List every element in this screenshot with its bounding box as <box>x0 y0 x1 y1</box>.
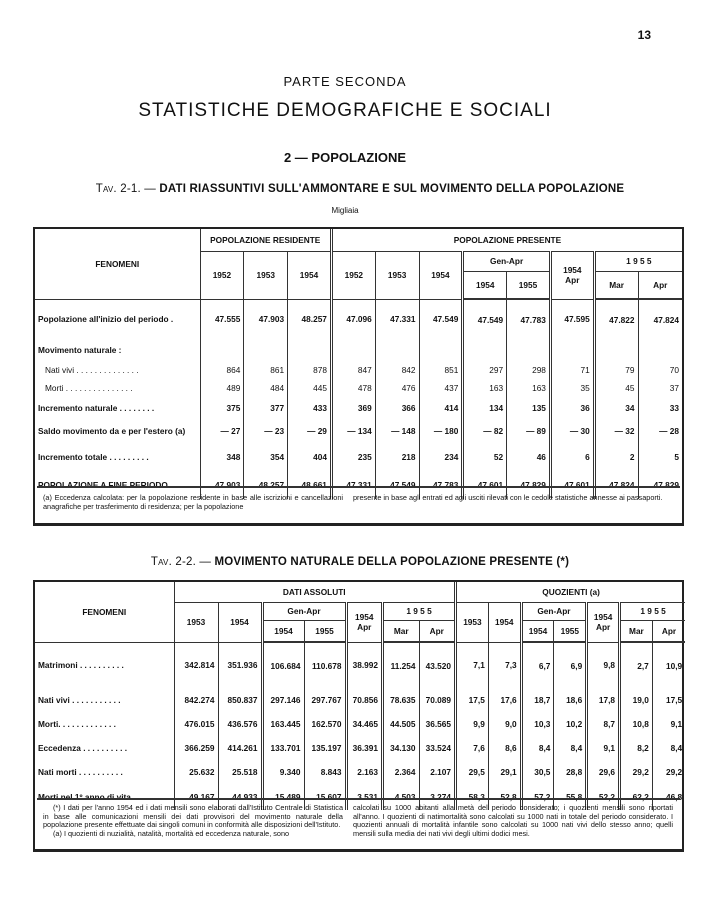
table-cell: 135 <box>507 397 551 419</box>
table-cell: 71 <box>550 361 594 379</box>
row-label: Incremento totale . . . . . . . . . <box>38 452 149 462</box>
table-cell: 134 <box>463 397 507 419</box>
table-cell: 9,0 <box>488 712 521 736</box>
table-cell: 70 <box>638 361 682 379</box>
table-cell: 163 <box>463 379 507 397</box>
col-header-year: 1954 <box>488 602 521 642</box>
table-cell <box>550 339 594 361</box>
table-cell: 2.163 <box>346 760 383 784</box>
table-cell: 110.678 <box>304 642 346 688</box>
table-cell: 47.595 <box>550 299 594 339</box>
table1-title <box>0 183 703 195</box>
col-header-gen-apr: Gen-Apr <box>262 602 346 620</box>
col-header-year: 1955 <box>304 620 346 642</box>
row-label: Nati vivi . . . . . . . . . . . <box>38 695 121 705</box>
table-cell: 5 <box>638 443 682 471</box>
table-cell: 366 <box>375 397 419 419</box>
table-cell: 476 <box>375 379 419 397</box>
col-header-month: Apr <box>638 271 682 299</box>
col-header-month: Mar <box>620 620 653 642</box>
table-cell: 861 <box>244 361 288 379</box>
table-cell: 369 <box>331 397 375 419</box>
table-cell: 47.331 <box>331 471 375 499</box>
year-label: 1954 <box>355 612 374 622</box>
table-cell: 47.601 <box>550 471 594 499</box>
table-cell: 163.445 <box>262 712 304 736</box>
year-label: 1954 <box>563 265 582 275</box>
col-header-month: Mar <box>383 620 420 642</box>
table-cell <box>375 339 419 361</box>
table-cell: 19,0 <box>620 688 653 712</box>
col-header-year: 1954 <box>218 602 262 642</box>
table-cell: 842.274 <box>174 688 218 712</box>
table-cell: 9.340 <box>262 760 304 784</box>
col-header-month: Mar <box>594 271 638 299</box>
table1-box <box>33 227 684 526</box>
table-cell: 354 <box>244 443 288 471</box>
table-cell: 9,1 <box>587 736 620 760</box>
row-label: Nati morti . . . . . . . . . . <box>38 767 123 777</box>
table-cell: 8,7 <box>587 712 620 736</box>
table-row <box>35 736 685 760</box>
table-cell: 17,5 <box>456 688 489 712</box>
col-header-gen-apr: Gen-Apr <box>463 251 551 271</box>
table1-footnote-left: (a) Eccedenza calcolata: per la popolazione residente in base alle iscrizioni e cancellazioni anagrafiche per trasferimento di residenza; per la popolazione <box>43 493 343 511</box>
table-cell: 47.829 <box>638 471 682 499</box>
col-header-1954-apr <box>346 602 383 642</box>
table-cell: — 30 <box>550 419 594 443</box>
table-cell: 48.257 <box>244 471 288 499</box>
row-label: Morti nel 1º anno di vita . . <box>38 792 141 802</box>
col-header-year: 1954 <box>521 620 554 642</box>
table-cell <box>419 339 463 361</box>
col-header-1955: 1 9 5 5 <box>594 251 682 271</box>
table-cell: 298 <box>507 361 551 379</box>
col-header-year: 1954 <box>463 271 507 299</box>
table-cell: 7,6 <box>456 736 489 760</box>
table1-number: Tav. 2-1. — <box>95 183 156 195</box>
table-cell: 6,9 <box>554 642 587 688</box>
table-row <box>35 397 682 419</box>
table2-title <box>0 556 703 568</box>
table-cell: 842 <box>375 361 419 379</box>
col-header-1955: 1 9 5 5 <box>620 602 686 620</box>
table-cell: 366.259 <box>174 736 218 760</box>
col-header-month: Apr <box>419 620 456 642</box>
table-cell: 25.632 <box>174 760 218 784</box>
table-cell: 484 <box>244 379 288 397</box>
table2-footnote-right: calcolati su 1000 abitanti alla metà del periodo considerato; i quozienti mensili sono riportati all'anno. I quozienti di natimortalità sono calcolati su 1000 nati in totale del periodo considerato. I quozienti annuali di mortalità infantile sono calcolati su 1000 nati vivi dello stesso anno; quelli mensili sulla media dei nati vivi degli ultimi dodici mesi. <box>353 803 673 838</box>
table-cell: 49.167 <box>174 784 218 810</box>
table-cell: — 32 <box>594 419 638 443</box>
row-label: Saldo movimento da e per l'estero (a) <box>38 426 186 436</box>
table-cell: 351.936 <box>218 642 262 688</box>
table-cell: 29,1 <box>488 760 521 784</box>
table-cell: 18,7 <box>521 688 554 712</box>
table-cell: — 89 <box>507 419 551 443</box>
col-header-year: 1952 <box>200 251 244 299</box>
table-cell: 52 <box>463 443 507 471</box>
table-cell: 47.783 <box>507 299 551 339</box>
table-cell: 6 <box>550 443 594 471</box>
table-cell: 2,7 <box>620 642 653 688</box>
table-cell: — 29 <box>288 419 332 443</box>
table-cell: 7,1 <box>456 642 489 688</box>
table-cell: 47.824 <box>638 299 682 339</box>
table-cell: 8,4 <box>652 736 685 760</box>
col-header-1955: 1 9 5 5 <box>383 602 456 620</box>
table-cell: 47.096 <box>331 299 375 339</box>
col-header-year: 1955 <box>554 620 587 642</box>
table1-unit: Migliaia <box>331 206 359 215</box>
table-cell: 47.903 <box>200 471 244 499</box>
table-row <box>35 688 685 712</box>
table-cell: 445 <box>288 379 332 397</box>
table-cell: 43.520 <box>419 642 456 688</box>
col-header-1954-apr <box>550 251 594 299</box>
col-header-year: 1953 <box>456 602 489 642</box>
table-cell: 9,8 <box>587 642 620 688</box>
table-cell: 47.555 <box>200 299 244 339</box>
table-cell: 8,2 <box>620 736 653 760</box>
row-label: Movimento naturale : <box>38 345 122 355</box>
table-cell: 106.684 <box>262 642 304 688</box>
table-cell: — 134 <box>331 419 375 443</box>
table1-footnote-right: presente in base agli entrati ed agli usciti rilevati con le cedole statistiche annesse ai passaporti. <box>353 493 663 502</box>
table-cell: 34.465 <box>346 712 383 736</box>
col-header-year: 1953 <box>174 602 218 642</box>
table-cell: 48.257 <box>288 299 332 339</box>
table-cell: 52,8 <box>488 784 521 810</box>
table-cell: 10,8 <box>620 712 653 736</box>
table-cell: 48.661 <box>288 471 332 499</box>
table-cell <box>331 339 375 361</box>
table-cell: — 28 <box>638 419 682 443</box>
col-header-year: 1953 <box>375 251 419 299</box>
col-header-fenomeni: FENOMENI <box>35 582 174 642</box>
table-cell: 44.505 <box>383 712 420 736</box>
table-cell: 8,6 <box>488 736 521 760</box>
table-cell: 234 <box>419 443 463 471</box>
table-cell: 79 <box>594 361 638 379</box>
table-cell: 10,9 <box>652 642 685 688</box>
col-header-presente: POPOLAZIONE PRESENTE <box>331 229 682 251</box>
table-cell: 18,6 <box>554 688 587 712</box>
col-header-residente: POPOLAZIONE RESIDENTE <box>200 229 331 251</box>
col-header-year: 1953 <box>244 251 288 299</box>
table-cell: 2 <box>594 443 638 471</box>
table-cell: 850.837 <box>218 688 262 712</box>
table-cell: 9,9 <box>456 712 489 736</box>
table-cell: 342.814 <box>174 642 218 688</box>
table-cell: 35 <box>550 379 594 397</box>
table-cell: 47.783 <box>419 471 463 499</box>
footnote-divider <box>37 486 680 488</box>
table-cell: 55,8 <box>554 784 587 810</box>
table-cell: 489 <box>200 379 244 397</box>
table-cell: 25.518 <box>218 760 262 784</box>
month-label: Apr <box>357 622 372 632</box>
table-cell: 78.635 <box>383 688 420 712</box>
table-cell: 34.130 <box>383 736 420 760</box>
table-cell: 375 <box>200 397 244 419</box>
table-cell: 46,8 <box>652 784 685 810</box>
row-label: Morti . . . . . . . . . . . . . . . <box>45 383 133 393</box>
table-cell: 33.524 <box>419 736 456 760</box>
table-cell: 47.549 <box>463 299 507 339</box>
table-row <box>35 443 682 471</box>
table-cell: 8.843 <box>304 760 346 784</box>
col-header-year: 1954 <box>262 620 304 642</box>
table-cell: 47.549 <box>419 299 463 339</box>
col-header-year: 1955 <box>507 271 551 299</box>
table-cell: 37 <box>638 379 682 397</box>
table-cell: 404 <box>288 443 332 471</box>
col-header-year: 1954 <box>419 251 463 299</box>
table-cell: 10,2 <box>554 712 587 736</box>
row-label: Popolazione all'inizio del periodo . <box>38 314 174 325</box>
row-label: Eccedenza . . . . . . . . . . <box>38 743 127 753</box>
table-cell: 878 <box>288 361 332 379</box>
footnote-star: (*) I dati per l'anno 1954 ed i dati mensili sono elaborati dall'Istituto Centrale di Statistica in base alle comunicazioni mensili dei dati provvisori del movimento naturale della popolazione presente effettuate dai singoli comuni in conformità alle disposizioni dell'Istituto. <box>43 803 343 830</box>
table-cell: 135.197 <box>304 736 346 760</box>
table-cell: 6,7 <box>521 642 554 688</box>
table-cell: 348 <box>200 443 244 471</box>
table-cell: 436.576 <box>218 712 262 736</box>
row-label: Incremento naturale . . . . . . . . <box>38 403 155 413</box>
table-cell: 414 <box>419 397 463 419</box>
table-cell: 29,2 <box>652 760 685 784</box>
month-label: Apr <box>595 622 611 632</box>
table-cell: 70.089 <box>419 688 456 712</box>
table-cell: — 82 <box>463 419 507 443</box>
table-cell: 17,5 <box>652 688 685 712</box>
table-cell: 47.824 <box>594 471 638 499</box>
table-cell: 47.822 <box>594 299 638 339</box>
table-cell: 45 <box>594 379 638 397</box>
table-cell <box>507 339 551 361</box>
table-cell: 437 <box>419 379 463 397</box>
table-cell: 29,6 <box>587 760 620 784</box>
col-header-quozienti: QUOZIENTI (a) <box>456 582 686 602</box>
table-cell: 11.254 <box>383 642 420 688</box>
table-row <box>35 642 685 688</box>
table-cell: 15.607 <box>304 784 346 810</box>
month-label: Apr <box>565 275 580 285</box>
table-cell: 9,1 <box>652 712 685 736</box>
col-header-year: 1954 <box>288 251 332 299</box>
row-label: Matrimoni . . . . . . . . . . <box>38 660 124 671</box>
table-cell: 847 <box>331 361 375 379</box>
table-cell: 297 <box>463 361 507 379</box>
table-cell <box>244 339 288 361</box>
table-cell: 46 <box>507 443 551 471</box>
table-cell: 297.146 <box>262 688 304 712</box>
table-cell: 4.503 <box>383 784 420 810</box>
col-header-fenomeni: FENOMENI <box>35 229 200 299</box>
table-cell: 10,3 <box>521 712 554 736</box>
col-header-month: Apr <box>652 620 685 642</box>
table-cell: 44.933 <box>218 784 262 810</box>
table-cell: 7,3 <box>488 642 521 688</box>
table-cell: 476.015 <box>174 712 218 736</box>
table-cell: 62,2 <box>620 784 653 810</box>
table-cell: 17,6 <box>488 688 521 712</box>
table-cell: 30,5 <box>521 760 554 784</box>
page-number: 13 <box>637 28 651 42</box>
table-cell <box>638 339 682 361</box>
col-header-year: 1952 <box>331 251 375 299</box>
table2-box <box>33 580 684 852</box>
table-cell: 377 <box>244 397 288 419</box>
table-cell: 15.489 <box>262 784 304 810</box>
table-cell: 47.549 <box>375 471 419 499</box>
page-title: STATISTICHE DEMOGRAFICHE E SOCIALI <box>138 100 552 121</box>
table-row <box>35 339 682 361</box>
table-cell <box>200 339 244 361</box>
table-cell: 29,5 <box>456 760 489 784</box>
table-cell: 3.531 <box>346 784 383 810</box>
table-cell: 163 <box>507 379 551 397</box>
year-label: 1954 <box>593 612 613 622</box>
table-cell: 8,4 <box>521 736 554 760</box>
table-cell: 235 <box>331 443 375 471</box>
col-header-assoluti: DATI ASSOLUTI <box>174 582 456 602</box>
table-cell: 38.992 <box>346 642 383 688</box>
part-heading: PARTE SECONDA <box>283 74 407 89</box>
table-cell: 297.767 <box>304 688 346 712</box>
table-cell <box>288 339 332 361</box>
table-cell: 864 <box>200 361 244 379</box>
table2-footnote-left <box>43 804 343 838</box>
table-cell: — 180 <box>419 419 463 443</box>
table-cell: 28,8 <box>554 760 587 784</box>
col-header-1954-apr <box>587 602 620 642</box>
table-row <box>35 299 682 339</box>
table-cell: — 23 <box>244 419 288 443</box>
table-cell: 36.565 <box>419 712 456 736</box>
table-cell: 47.331 <box>375 299 419 339</box>
row-label: POPOLAZIONE A FINE PERIODO . . <box>38 480 178 490</box>
table-row <box>35 760 685 784</box>
table-cell: 414.261 <box>218 736 262 760</box>
table-cell: 8,4 <box>554 736 587 760</box>
table-cell: 34 <box>594 397 638 419</box>
table-cell <box>463 339 507 361</box>
table-cell: 17,8 <box>587 688 620 712</box>
table-cell: 33 <box>638 397 682 419</box>
table-cell: 58,3 <box>456 784 489 810</box>
col-header-gen-apr: Gen-Apr <box>521 602 587 620</box>
table-cell: 851 <box>419 361 463 379</box>
table-cell: 3.274 <box>419 784 456 810</box>
table-cell <box>594 339 638 361</box>
table-row <box>35 361 682 379</box>
table1 <box>35 229 682 499</box>
table-cell: 36.391 <box>346 736 383 760</box>
table-cell: 218 <box>375 443 419 471</box>
row-label: Nati vivi . . . . . . . . . . . . . . <box>45 365 139 375</box>
table-cell: 433 <box>288 397 332 419</box>
table-cell: — 148 <box>375 419 419 443</box>
footnote-a: (a) I quozienti di nuzialità, natalità, mortalità ed eccedenza naturale, sono <box>53 828 290 838</box>
table1-title-text: DATI RIASSUNTIVI SULL'AMMONTARE E SUL MOVIMENTO DELLA POPOLAZIONE <box>159 183 625 195</box>
table-row <box>35 379 682 397</box>
table-cell: 133.701 <box>262 736 304 760</box>
table-cell: 70.856 <box>346 688 383 712</box>
footnote-divider <box>37 798 680 800</box>
table2-title-text: MOVIMENTO NATURALE DELLA POPOLAZIONE PRESENTE (*) <box>214 556 570 568</box>
table-cell: 47.829 <box>507 471 551 499</box>
table-row <box>35 419 682 443</box>
table-cell: 162.570 <box>304 712 346 736</box>
table-cell: 2.364 <box>383 760 420 784</box>
table-cell: 29,2 <box>620 760 653 784</box>
table-cell: 47.903 <box>244 299 288 339</box>
table-cell: 36 <box>550 397 594 419</box>
table2-number: Tav. 2-2. — <box>150 556 212 568</box>
row-label: Morti. . . . . . . . . . . . . <box>38 719 116 729</box>
table-cell: 52,2 <box>587 784 620 810</box>
table-cell: 478 <box>331 379 375 397</box>
table2 <box>35 582 685 810</box>
section-heading: 2 — POPOLAZIONE <box>283 150 407 165</box>
table-row <box>35 712 685 736</box>
table-cell: — 27 <box>200 419 244 443</box>
table-cell: 47.601 <box>463 471 507 499</box>
table-cell: 2.107 <box>419 760 456 784</box>
table-cell: 57,2 <box>521 784 554 810</box>
